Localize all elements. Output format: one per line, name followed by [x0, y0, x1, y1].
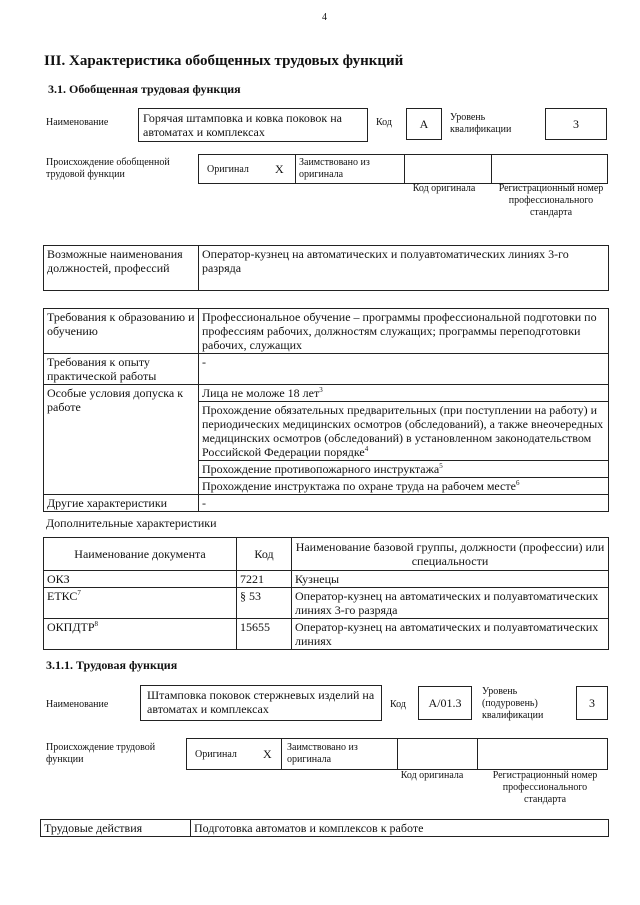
footnote-ref: 3: [319, 386, 323, 394]
education-label: Требования к образованию и обучению: [44, 309, 199, 354]
tf-origin-table: [186, 738, 608, 770]
condition-item: Прохождение инструктажа по охране труда на рабочем месте$^6$: [199, 478, 609, 495]
conditions-label: Особые условия допуска к работе: [44, 385, 199, 495]
footnote-ref: 8: [94, 620, 99, 628]
footnote-ref: 4: [364, 445, 369, 453]
additional-header-doc: Наименование документа: [44, 538, 237, 571]
gtf-origin-table: [198, 154, 608, 184]
experience-value: -: [199, 354, 609, 385]
code-cell: 15655: [237, 619, 292, 650]
name-cell: Кузнецы: [292, 571, 609, 588]
gtf-name-value: Горячая штамповка и ковка поковок на автоматах и комплексах: [138, 108, 368, 142]
positions-value: Оператор-кузнец на автоматических и полуавтоматических линиях 3-го разряда: [199, 246, 609, 291]
doc-cell: ОКПДТР$^8$: [44, 619, 237, 650]
experience-label: Требования к опыту практической работы: [44, 354, 199, 385]
gtf-level-value: 3: [545, 108, 607, 140]
education-value: Профессиональное обучение – программы профессиональной подготовки по профессиям рабочих, должностям служащих; программы переподготовки рабочих, служащих: [199, 309, 609, 354]
gtf-level-label: Уровень квалификации: [450, 112, 512, 135]
gtf-origin-divider-3: [491, 155, 492, 183]
additional-header-name: Наименование базовой группы, должности (профессии) или специальности: [292, 538, 609, 571]
gtf-origin-label: Происхождение обобщенной трудовой функции: [46, 157, 170, 180]
additional-header-code: Код: [237, 538, 292, 571]
tf-level-value: 3: [576, 686, 608, 720]
name-cell: Оператор-кузнец на автоматических и полуавтоматических линиях: [292, 619, 609, 650]
condition-item: Прохождение противопожарного инструктажа$^5$: [199, 461, 609, 478]
tf-origin-label: Происхождение трудовой функции: [46, 742, 156, 765]
actions-table: [40, 819, 609, 837]
tf-reg-number-caption: Регистрационный номер профессионального стандарта: [492, 770, 598, 805]
tf-origin-divider-1: [281, 739, 282, 769]
other-label: Другие характеристики: [44, 495, 199, 512]
tf-original-label: Оригинал: [195, 749, 237, 760]
doc-cell: ЕТКС$^7$: [44, 588, 237, 619]
tf-name-label: Наименование: [46, 699, 109, 710]
gtf-code-original-caption: Код оригинала: [412, 183, 476, 194]
tf-origin-divider-3: [477, 739, 478, 769]
table-row: [44, 588, 609, 619]
page-number: 4: [322, 12, 327, 23]
tf-origin-divider-2: [397, 739, 398, 769]
table-row: [44, 619, 609, 650]
tf-code-original-caption: Код оригинала: [400, 770, 464, 781]
other-value: -: [199, 495, 609, 512]
gtf-name-label: Наименование: [46, 117, 109, 128]
tf-code-label: Код: [390, 699, 406, 710]
condition-item: Прохождение обязательных предварительных (при поступлении на работу) и периодических медицинских осмотров (обследований), а также внеочередных медицинских осмотров (обследований) в установленном законодательством Российской Федерации порядке$^4$: [199, 402, 609, 461]
name-cell: Оператор-кузнец на автоматических и полуавтоматических линиях 3-го разряда: [292, 588, 609, 619]
code-cell: § 53: [237, 588, 292, 619]
footnote-ref: 7: [77, 589, 81, 597]
gtf-borrowed-label: Заимствовано из оригинала: [299, 157, 370, 180]
section-title: III. Характеристика обобщенных трудовых функций: [44, 53, 404, 69]
gtf-origin-divider-1: [295, 155, 296, 183]
code-cell: 7221: [237, 571, 292, 588]
footnote-ref: 6: [515, 479, 520, 487]
positions-label: Возможные наименования должностей, профессий: [44, 246, 199, 291]
additional-title: Дополнительные характеристики: [46, 516, 217, 530]
actions-first: Подготовка автоматов и комплексов к работе: [191, 820, 609, 837]
condition-item: Лица не моложе 18 лет$^3$: [199, 385, 609, 402]
gtf-heading: 3.1. Обобщенная трудовая функция: [48, 82, 241, 96]
tf-borrowed-label: Заимствовано из оригинала: [287, 742, 358, 765]
gtf-code-value: А: [406, 108, 442, 140]
gtf-origin-divider-2: [404, 155, 405, 183]
gtf-original-mark: X: [275, 162, 284, 176]
table-row: [44, 571, 609, 588]
gtf-code-label: Код: [376, 117, 392, 128]
tf-heading: 3.1.1. Трудовая функция: [46, 658, 178, 672]
doc-cell: ОКЗ: [44, 571, 237, 588]
tf-name-value: Штамповка поковок стержневых изделий на автоматах и комплексах: [140, 685, 382, 721]
gtf-reg-number-caption: Регистрационный номер профессионального стандарта: [498, 183, 604, 218]
requirements-table: [43, 308, 609, 512]
footnote-ref: 5: [439, 462, 443, 470]
gtf-original-label: Оригинал: [207, 164, 249, 175]
tf-level-label: Уровень (подуровень) квалификации: [482, 686, 544, 721]
positions-table: [43, 245, 609, 291]
tf-code-value: А/01.3: [418, 686, 472, 720]
additional-table: [43, 537, 609, 650]
actions-label: Трудовые действия: [41, 820, 191, 837]
tf-original-mark: X: [263, 747, 272, 761]
